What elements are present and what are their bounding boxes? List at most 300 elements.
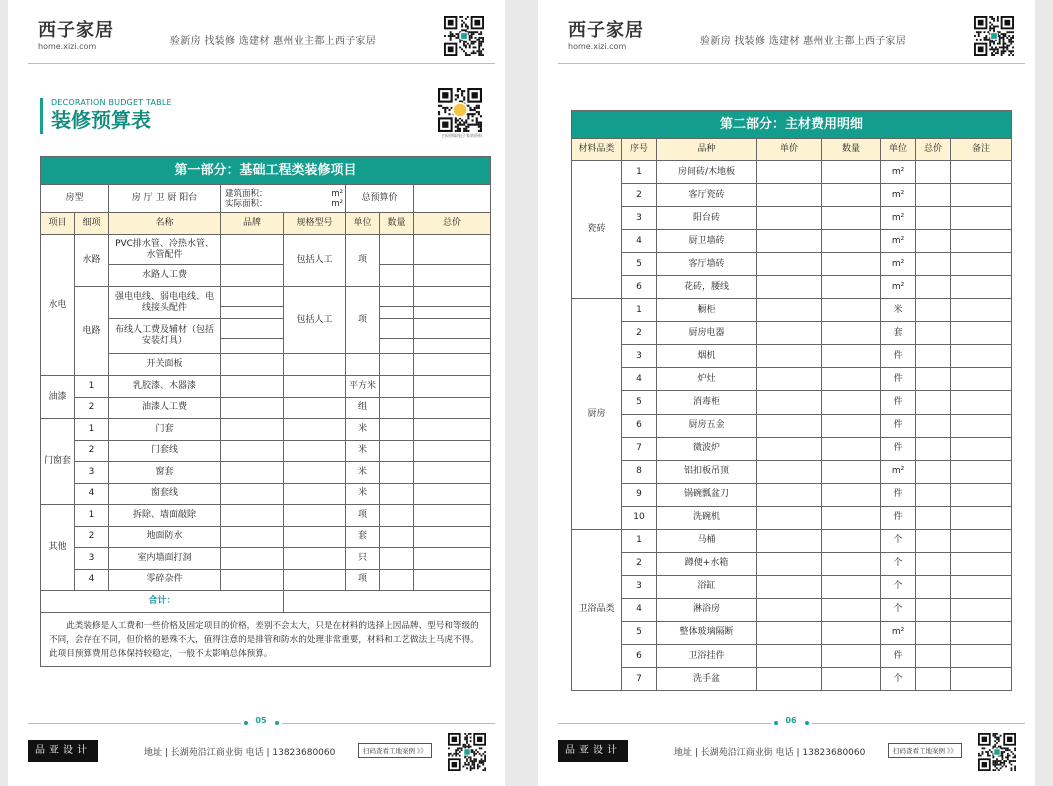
footer-brand-logo[interactable]: 品亚设计	[28, 740, 98, 762]
price-cell[interactable]	[916, 322, 951, 345]
unit-price-cell[interactable]	[757, 414, 822, 437]
qty-cell[interactable]	[380, 376, 414, 398]
qty-cell[interactable]	[822, 598, 881, 621]
remark-cell[interactable]	[951, 598, 1012, 621]
item-name: 花砖，腰线	[657, 276, 757, 299]
row-number: 4	[75, 483, 109, 505]
scan-cases-button[interactable]: 扫码查看工地案例 》》	[888, 743, 962, 758]
row-number: 4	[622, 598, 657, 621]
remark-cell[interactable]	[951, 506, 1012, 529]
table-row	[41, 440, 491, 462]
qty-cell[interactable]	[380, 440, 414, 462]
total-row	[41, 591, 491, 613]
item-name: 阳台砖	[657, 207, 757, 230]
note-row	[41, 613, 491, 667]
footer-dot	[275, 721, 279, 725]
remark-cell[interactable]	[951, 230, 1012, 253]
unit-price-cell[interactable]	[757, 437, 822, 460]
remark-cell[interactable]	[951, 161, 1012, 184]
price-cell[interactable]	[916, 437, 951, 460]
price-cell[interactable]	[414, 397, 491, 419]
remark-cell[interactable]	[951, 668, 1012, 691]
spec-cell[interactable]	[284, 462, 346, 484]
qty-cell[interactable]	[380, 287, 414, 307]
unit-price-cell[interactable]	[757, 161, 822, 184]
unit-price-cell[interactable]	[757, 483, 822, 506]
remark-cell[interactable]	[951, 483, 1012, 506]
brand-cell[interactable]	[221, 505, 284, 527]
unit-price-cell[interactable]	[757, 253, 822, 276]
price-cell[interactable]	[916, 391, 951, 414]
table-row	[572, 322, 1012, 345]
footer-dot	[805, 721, 809, 725]
price-cell[interactable]	[916, 230, 951, 253]
group-cell: 水电	[41, 235, 75, 376]
price-cell[interactable]	[414, 419, 491, 441]
spec-cell[interactable]	[284, 548, 346, 570]
brand-logo[interactable]: 西子家居 home.xizi.com	[38, 20, 114, 51]
row-number: 5	[622, 253, 657, 276]
item-name: 洗碗机	[657, 506, 757, 529]
brand-logo[interactable]: 西子家居 home.xizi.com	[568, 20, 644, 51]
price-cell[interactable]	[414, 354, 491, 376]
table-row	[572, 414, 1012, 437]
price-cell[interactable]	[916, 299, 951, 322]
unit-price-cell[interactable]	[757, 621, 822, 644]
remark-cell[interactable]	[951, 322, 1012, 345]
unit-cell: 项	[346, 235, 380, 287]
unit-cell: m²	[881, 161, 916, 184]
remark-cell[interactable]	[951, 552, 1012, 575]
row-number: 5	[622, 391, 657, 414]
table-row	[572, 391, 1012, 414]
unit-cell: 米	[346, 440, 380, 462]
item-name: 微波炉	[657, 437, 757, 460]
row-number: 2	[75, 440, 109, 462]
brand-cell[interactable]	[221, 397, 284, 419]
price-cell[interactable]	[414, 440, 491, 462]
qr-code-icon[interactable]	[974, 16, 1014, 56]
table-row	[41, 287, 491, 307]
remark-cell[interactable]	[951, 437, 1012, 460]
qty-cell[interactable]	[822, 575, 881, 598]
remark-cell[interactable]	[951, 391, 1012, 414]
spec-cell[interactable]	[284, 376, 346, 398]
row-number: 4	[622, 368, 657, 391]
unit-cell: 项	[346, 569, 380, 591]
price-cell[interactable]	[414, 548, 491, 570]
remark-cell[interactable]	[951, 575, 1012, 598]
subgroup-cell: 电路	[75, 287, 109, 376]
table-row	[572, 276, 1012, 299]
qty-cell[interactable]	[822, 161, 881, 184]
price-cell[interactable]	[916, 414, 951, 437]
table-row	[572, 529, 1012, 552]
item-name: 厨房电器	[657, 322, 757, 345]
item-name: 厨卫墙砖	[657, 230, 757, 253]
price-cell[interactable]	[916, 253, 951, 276]
table-row	[572, 644, 1012, 667]
row-number: 1	[622, 299, 657, 322]
item-name: 零碎杂件	[109, 569, 221, 591]
price-cell[interactable]	[916, 668, 951, 691]
price-cell[interactable]	[414, 307, 491, 319]
column-header: 规格型号	[284, 213, 346, 235]
price-cell[interactable]	[414, 235, 491, 265]
qty-cell[interactable]	[822, 483, 881, 506]
qty-cell[interactable]	[822, 644, 881, 667]
item-name: 油漆人工费	[109, 397, 221, 419]
price-cell[interactable]	[414, 287, 491, 307]
column-header: 品牌	[221, 213, 284, 235]
qty-cell[interactable]	[380, 569, 414, 591]
unit-price-cell[interactable]	[757, 460, 822, 483]
row-number: 6	[622, 414, 657, 437]
unit-price-cell[interactable]	[757, 506, 822, 529]
row-number: 1	[75, 505, 109, 527]
unit-price-cell[interactable]	[757, 207, 822, 230]
price-cell[interactable]	[916, 460, 951, 483]
column-header: 名称	[109, 213, 221, 235]
unit-price-cell[interactable]	[757, 391, 822, 414]
brand-cell[interactable]	[221, 569, 284, 591]
page-header	[538, 0, 1035, 64]
price-cell[interactable]	[916, 207, 951, 230]
spec-cell[interactable]	[284, 505, 346, 527]
table-row	[41, 354, 491, 376]
table-row	[572, 621, 1012, 644]
header-slogan: 验新房 找装修 选建材 惠州业主都上西子家居	[170, 36, 377, 47]
price-cell[interactable]	[916, 276, 951, 299]
price-cell[interactable]	[414, 569, 491, 591]
qty-cell[interactable]	[822, 184, 881, 207]
brand-cell[interactable]	[221, 440, 284, 462]
price-cell[interactable]	[414, 265, 491, 287]
qty-cell[interactable]	[822, 460, 881, 483]
unit-cell: 米	[346, 462, 380, 484]
row-number: 2	[622, 184, 657, 207]
unit-cell: 件	[881, 644, 916, 667]
item-name: 炉灶	[657, 368, 757, 391]
table-row	[572, 460, 1012, 483]
brand-cell[interactable]	[221, 419, 284, 441]
row-number: 1	[75, 419, 109, 441]
brand-cell[interactable]	[221, 548, 284, 570]
subgroup-cell: 水路	[75, 235, 109, 287]
remark-cell[interactable]	[951, 644, 1012, 667]
row-number: 3	[75, 548, 109, 570]
row-number: 7	[622, 668, 657, 691]
unit-cell[interactable]	[346, 354, 380, 376]
item-name: 强电电线、弱电电线、电线接头配件	[109, 287, 221, 319]
unit-price-cell[interactable]	[757, 276, 822, 299]
unit-price-cell[interactable]	[757, 322, 822, 345]
column-header: 材料品类	[572, 139, 622, 161]
row-number: 5	[622, 621, 657, 644]
brand-cell[interactable]	[221, 235, 284, 265]
qty-cell[interactable]	[380, 462, 414, 484]
table-header-row	[572, 139, 1012, 161]
header-divider	[558, 63, 1025, 64]
row-number: 1	[622, 529, 657, 552]
unit-price-cell[interactable]	[757, 552, 822, 575]
table-row	[572, 506, 1012, 529]
column-header: 单位	[881, 139, 916, 161]
qty-cell[interactable]	[822, 368, 881, 391]
price-cell[interactable]	[414, 526, 491, 548]
category-cell: 厨房	[572, 299, 622, 529]
brand-cell[interactable]	[221, 339, 284, 354]
qty-cell[interactable]	[822, 552, 881, 575]
spec-cell[interactable]	[284, 354, 346, 376]
budget-table-materials	[571, 110, 1012, 691]
unit-cell: 个	[881, 552, 916, 575]
item-name: PVC排水管、冷热水管、水管配件	[109, 235, 221, 265]
price-cell[interactable]	[916, 184, 951, 207]
qty-cell[interactable]	[822, 668, 881, 691]
price-cell[interactable]	[414, 319, 491, 339]
table-row	[572, 345, 1012, 368]
item-name: 浴缸	[657, 575, 757, 598]
price-cell[interactable]	[916, 483, 951, 506]
room-fields[interactable]: 房 厅 卫 厨 阳台	[109, 185, 221, 213]
unit-price-cell[interactable]	[757, 299, 822, 322]
footer-brand-logo[interactable]: 品亚设计	[558, 740, 628, 762]
table-row	[41, 319, 491, 339]
spec-cell: 包括人工	[284, 235, 346, 287]
row-number: 9	[622, 483, 657, 506]
unit-cell: 项	[346, 505, 380, 527]
remark-cell[interactable]	[951, 207, 1012, 230]
brand-cell[interactable]	[221, 265, 284, 287]
scan-cases-button[interactable]: 扫码查看工地案例 》》	[358, 743, 432, 758]
page-number: 05	[255, 716, 267, 725]
row-number: 10	[622, 506, 657, 529]
price-cell[interactable]	[916, 506, 951, 529]
remark-cell[interactable]	[951, 276, 1012, 299]
price-cell[interactable]	[414, 505, 491, 527]
item-name: 门套	[109, 419, 221, 441]
qty-cell[interactable]	[380, 319, 414, 339]
qty-cell[interactable]	[380, 235, 414, 265]
qty-cell[interactable]	[822, 299, 881, 322]
spec-cell[interactable]	[284, 483, 346, 505]
column-header: 总价	[916, 139, 951, 161]
qty-cell[interactable]	[822, 253, 881, 276]
brand-cell[interactable]	[221, 354, 284, 376]
table-row	[572, 184, 1012, 207]
spec-cell[interactable]	[284, 440, 346, 462]
brand-cell[interactable]	[221, 376, 284, 398]
item-name: 窗套线	[109, 483, 221, 505]
unit-cell: 个	[881, 575, 916, 598]
unit-price-cell[interactable]	[757, 644, 822, 667]
unit-price-cell[interactable]	[757, 184, 822, 207]
page-left	[8, 0, 505, 786]
qty-cell[interactable]	[822, 414, 881, 437]
remark-cell[interactable]	[951, 460, 1012, 483]
item-name: 门套线	[109, 440, 221, 462]
qr-code-icon[interactable]	[444, 16, 484, 56]
total-budget-cell[interactable]	[414, 185, 491, 213]
price-cell[interactable]	[916, 368, 951, 391]
column-header: 备注	[951, 139, 1012, 161]
table-row	[572, 299, 1012, 322]
price-cell[interactable]	[414, 483, 491, 505]
unit-cell: 个	[881, 668, 916, 691]
section-title-materials: 第二部分：主材费用明细	[572, 111, 1012, 139]
column-header: 单价	[757, 139, 822, 161]
row-number: 6	[622, 276, 657, 299]
spec-cell[interactable]	[284, 419, 346, 441]
table-row	[572, 368, 1012, 391]
unit-price-cell[interactable]	[757, 598, 822, 621]
price-cell[interactable]	[916, 644, 951, 667]
qty-cell[interactable]	[822, 207, 881, 230]
remark-cell[interactable]	[951, 253, 1012, 276]
remark-cell[interactable]	[951, 345, 1012, 368]
remark-cell[interactable]	[951, 299, 1012, 322]
row-number: 1	[75, 376, 109, 398]
qty-cell[interactable]	[822, 506, 881, 529]
qr-caption: 扫码领取电子家装资料	[442, 133, 482, 138]
qty-cell[interactable]	[380, 397, 414, 419]
unit-price-cell[interactable]	[757, 368, 822, 391]
table-row	[572, 230, 1012, 253]
qty-cell[interactable]	[380, 307, 414, 319]
price-cell[interactable]	[916, 161, 951, 184]
item-name: 消毒柜	[657, 391, 757, 414]
table-row	[41, 235, 491, 265]
unit-cell: 只	[346, 548, 380, 570]
price-cell[interactable]	[916, 552, 951, 575]
qty-cell[interactable]	[380, 265, 414, 287]
price-cell[interactable]	[916, 345, 951, 368]
qty-cell[interactable]	[822, 230, 881, 253]
unit-cell: m²	[881, 184, 916, 207]
qty-cell[interactable]	[822, 621, 881, 644]
qty-cell[interactable]	[380, 339, 414, 354]
row-number: 8	[622, 460, 657, 483]
area-fields[interactable]: 建筑面积： m² 实际面积： m²	[221, 185, 346, 213]
spec-cell[interactable]	[284, 526, 346, 548]
category-cell: 瓷砖	[572, 161, 622, 299]
unit-price-cell[interactable]	[757, 668, 822, 691]
remark-cell[interactable]	[951, 529, 1012, 552]
price-cell[interactable]	[414, 376, 491, 398]
qty-cell[interactable]	[822, 276, 881, 299]
remark-cell[interactable]	[951, 414, 1012, 437]
qty-cell[interactable]	[380, 526, 414, 548]
column-header: 数量	[380, 213, 414, 235]
price-cell[interactable]	[916, 621, 951, 644]
row-number: 3	[622, 345, 657, 368]
house-type-label: 房型	[41, 185, 109, 213]
unit-cell: 米	[881, 299, 916, 322]
qty-cell[interactable]	[380, 483, 414, 505]
brand-cell[interactable]	[221, 287, 284, 307]
unit-cell: 个	[881, 598, 916, 621]
house-info-row	[41, 185, 491, 213]
unit-cell: 项	[346, 287, 380, 354]
qty-cell[interactable]	[380, 354, 414, 376]
item-name: 橱柜	[657, 299, 757, 322]
item-name: 蹲便+水箱	[657, 552, 757, 575]
qty-cell[interactable]	[822, 529, 881, 552]
unit-cell: 件	[881, 437, 916, 460]
total-value[interactable]	[284, 591, 491, 613]
table-row	[572, 437, 1012, 460]
unit-price-cell[interactable]	[757, 345, 822, 368]
column-header: 序号	[622, 139, 657, 161]
qty-cell[interactable]	[380, 419, 414, 441]
table-row	[41, 265, 491, 287]
spec-cell[interactable]	[284, 569, 346, 591]
price-cell[interactable]	[414, 462, 491, 484]
qty-cell[interactable]	[822, 437, 881, 460]
unit-price-cell[interactable]	[757, 230, 822, 253]
qr-code-icon[interactable]	[978, 733, 1016, 771]
table-row	[572, 575, 1012, 598]
brand-cell[interactable]	[221, 483, 284, 505]
item-name: 拆除、墙面敲除	[109, 505, 221, 527]
item-name: 锅碗瓢盆刀	[657, 483, 757, 506]
qty-cell[interactable]	[822, 322, 881, 345]
price-cell[interactable]	[916, 529, 951, 552]
unit-cell: 个	[881, 529, 916, 552]
qty-cell[interactable]	[822, 345, 881, 368]
qty-cell[interactable]	[380, 548, 414, 570]
row-number: 2	[75, 397, 109, 419]
column-header: 细项	[75, 213, 109, 235]
price-cell[interactable]	[916, 598, 951, 621]
remark-cell[interactable]	[951, 368, 1012, 391]
unit-cell: m²	[881, 621, 916, 644]
row-number: 4	[75, 569, 109, 591]
unit-price-cell[interactable]	[757, 529, 822, 552]
page-right	[538, 0, 1035, 786]
row-number: 3	[622, 575, 657, 598]
qr-code-with-avatar-icon[interactable]	[438, 88, 482, 132]
price-cell[interactable]	[414, 339, 491, 354]
item-name: 淋浴房	[657, 598, 757, 621]
item-name: 卫浴挂件	[657, 644, 757, 667]
remark-cell[interactable]	[951, 621, 1012, 644]
item-name: 房间砖/木地板	[657, 161, 757, 184]
budget-table-basic	[40, 156, 491, 667]
unit-cell: m²	[881, 460, 916, 483]
brand-cell[interactable]	[221, 319, 284, 339]
spec-cell[interactable]	[284, 397, 346, 419]
brand-cell[interactable]	[221, 307, 284, 319]
qty-cell[interactable]	[380, 505, 414, 527]
qr-code-icon[interactable]	[448, 733, 486, 771]
table-header-row	[41, 213, 491, 235]
category-cell: 卫浴品类	[572, 529, 622, 690]
qty-cell[interactable]	[822, 391, 881, 414]
item-name: 客厅瓷砖	[657, 184, 757, 207]
brand-cell[interactable]	[221, 526, 284, 548]
row-number: 2	[622, 552, 657, 575]
remark-cell[interactable]	[951, 184, 1012, 207]
table-row	[572, 207, 1012, 230]
price-cell[interactable]	[916, 575, 951, 598]
table-row	[41, 569, 491, 591]
unit-price-cell[interactable]	[757, 575, 822, 598]
unit-cell: m²	[881, 276, 916, 299]
table-row	[41, 526, 491, 548]
brand-cell[interactable]	[221, 462, 284, 484]
